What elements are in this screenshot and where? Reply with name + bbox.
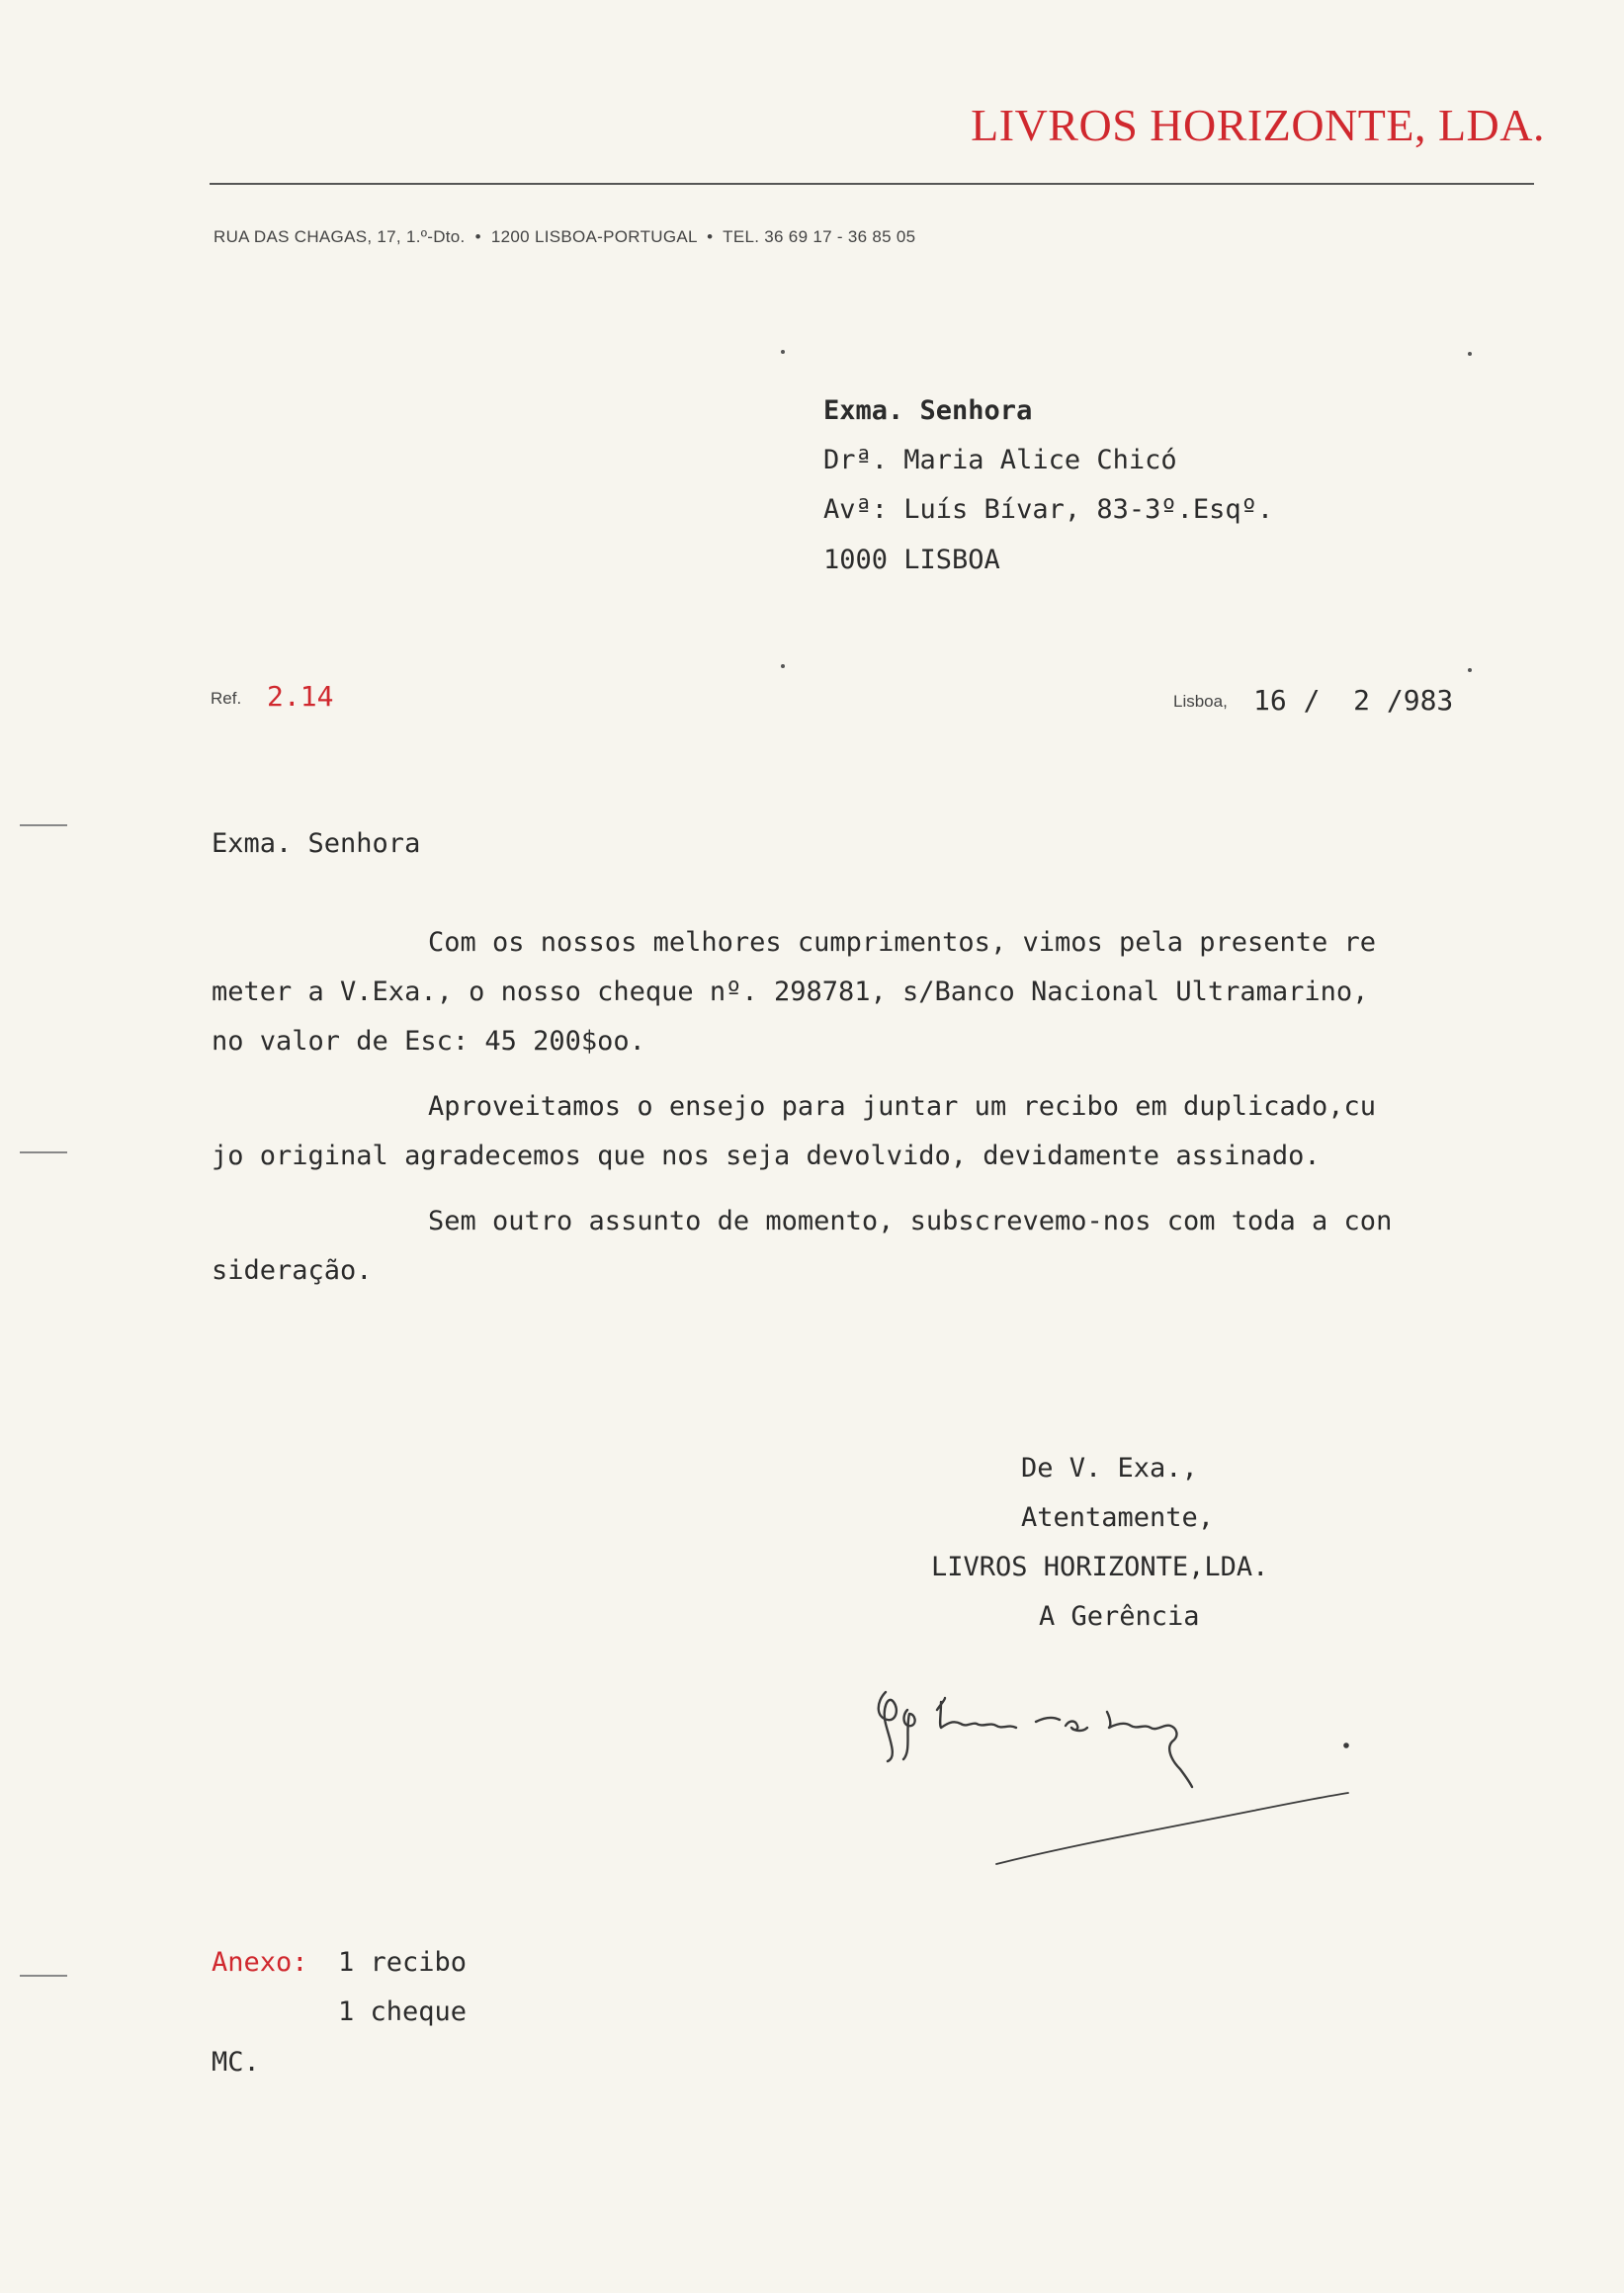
fold-mark (20, 1151, 67, 1153)
reference-value: 2.14 (267, 680, 334, 713)
closing-company: LIVROS HORIZONTE,LDA. (931, 1552, 1269, 1582)
salutation: Exma. Senhora (212, 828, 421, 859)
window-corner-mark (781, 350, 785, 354)
signature (858, 1680, 1372, 1888)
closing-line: De V. Exa., (1021, 1453, 1198, 1484)
paragraph-line: jo original agradecemos que nos seja devolvido, devidamente assinado. (212, 1141, 1321, 1171)
recipient-street: Avª: Luís Bívar, 83-3º.Esqº. (823, 494, 1274, 525)
paragraph-line: Com os nossos melhores cumprimentos, vimos pela presente re (428, 927, 1377, 958)
letterhead-divider (210, 183, 1534, 185)
paragraph-line: meter a V.Exa., o nosso cheque nº. 298781, s/Banco Nacional Ultramarino, (212, 977, 1369, 1007)
window-corner-mark (1468, 352, 1472, 356)
recipient-title: Exma. Senhora (823, 395, 1033, 426)
typist-initials: MC. (212, 2047, 260, 2078)
letter-date: 16 / 2 /983 (1253, 684, 1454, 717)
closing-department: A Gerência (1039, 1601, 1200, 1632)
paragraph-line: Sem outro assunto de momento, subscrevemo-nos com toda a con (428, 1206, 1393, 1236)
attachment-label: Anexo: (212, 1947, 308, 1978)
closing-line: Atentamente, (1021, 1502, 1215, 1533)
reference-label: Ref. (211, 689, 242, 708)
attachment-item: 1 recibo (338, 1947, 468, 1978)
paragraph-line: sideração. (212, 1255, 373, 1286)
recipient-city: 1000 LISBOA (823, 545, 1000, 575)
recipient-name: Drª. Maria Alice Chicó (823, 445, 1177, 475)
paragraph-line: Aproveitamos o ensejo para juntar um recibo em duplicado,cu (428, 1091, 1377, 1122)
fold-mark (20, 1975, 67, 1977)
window-corner-mark (781, 664, 785, 668)
company-name: LIVROS HORIZONTE, LDA. (971, 100, 1545, 150)
attachment-item: 1 cheque (338, 1996, 468, 2027)
company-address: RUA DAS CHAGAS, 17, 1.º-Dto. • 1200 LISBOA-PORTUGAL • TEL. 36 69 17 - 36 85 05 (214, 227, 916, 246)
window-corner-mark (1468, 668, 1472, 672)
fold-mark (20, 824, 67, 826)
paragraph-line: no valor de Esc: 45 200$oo. (212, 1026, 645, 1057)
date-place: Lisboa, (1173, 692, 1228, 711)
